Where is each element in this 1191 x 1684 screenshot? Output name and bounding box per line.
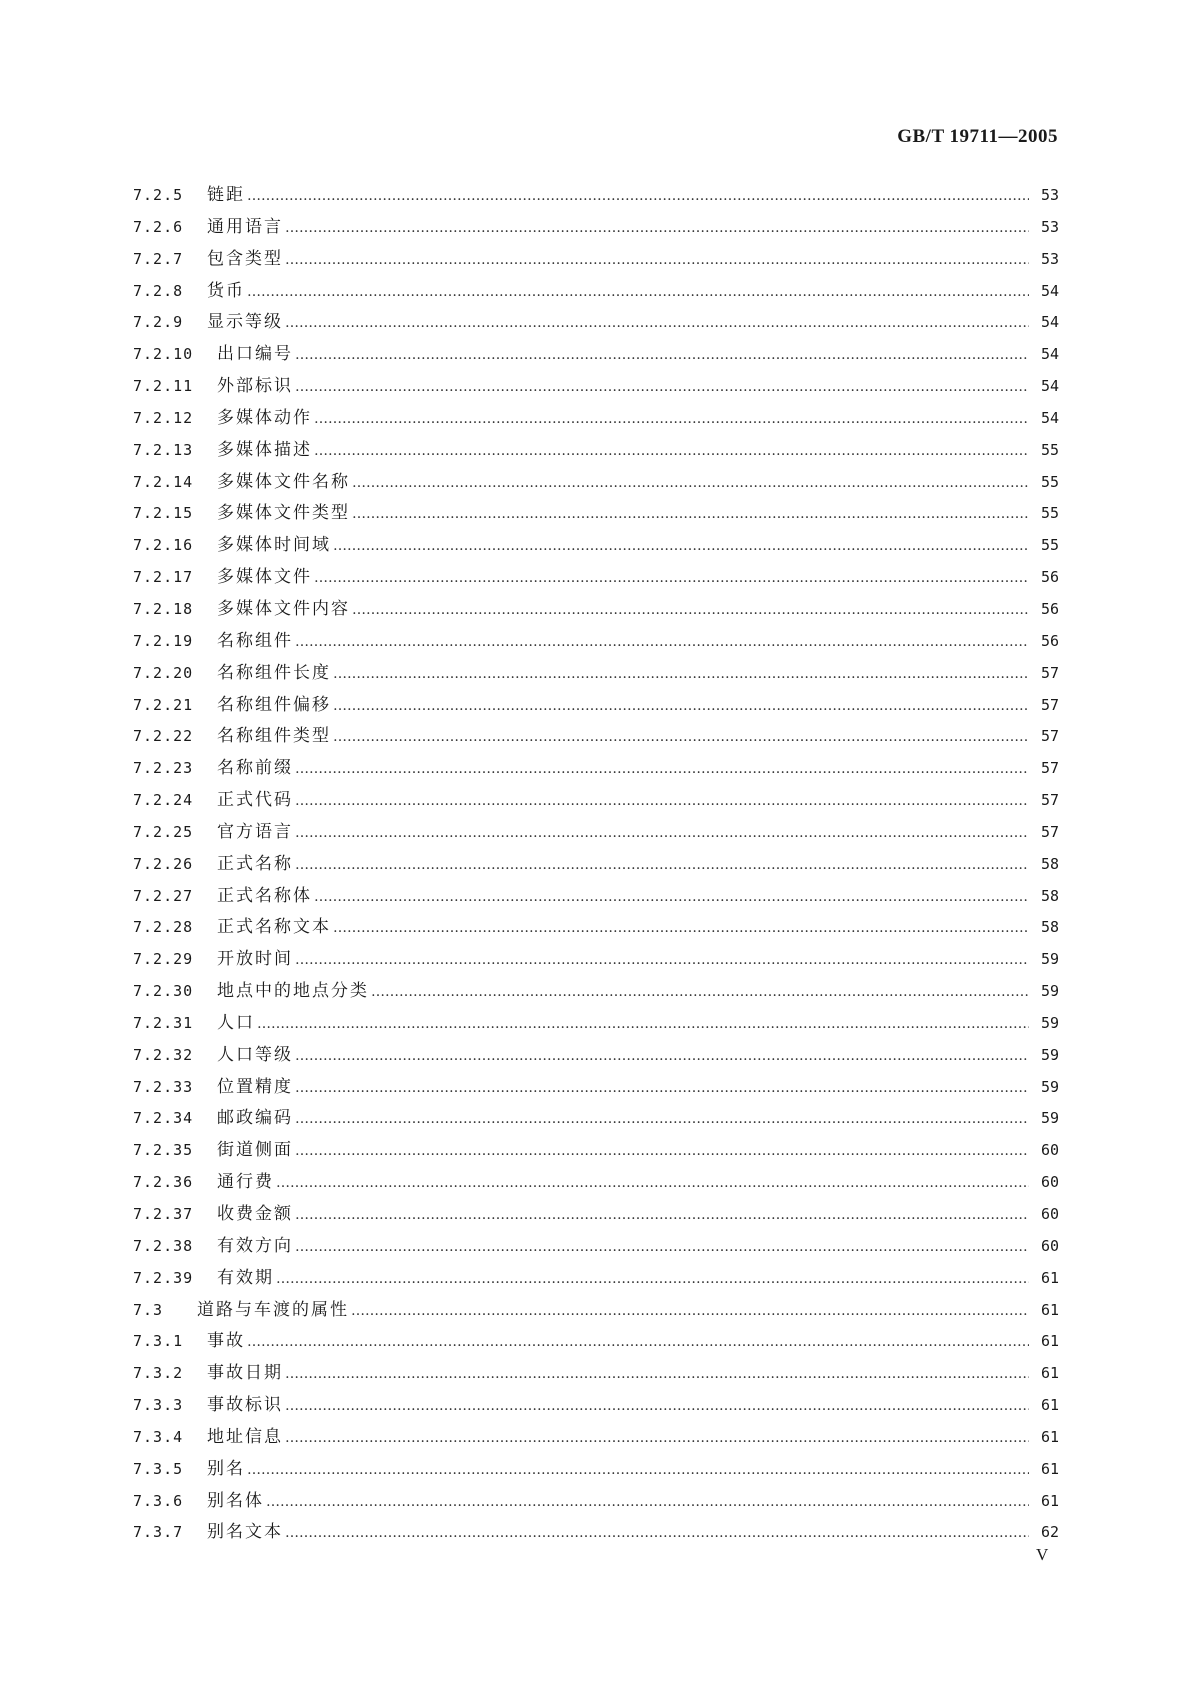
toc-entry-page: 59 bbox=[1040, 950, 1059, 969]
toc-entry-number: 7.3.2 bbox=[133, 1364, 184, 1383]
toc-entry-page: 59 bbox=[1040, 1109, 1059, 1128]
toc-dot-leader bbox=[333, 920, 1029, 936]
toc-entry[interactable] bbox=[133, 244, 1059, 276]
toc-entry-number: 7.2.12 bbox=[133, 408, 194, 427]
toc-entry-number: 7.2.25 bbox=[133, 822, 194, 841]
toc-entry-number: 7.2.29 bbox=[133, 950, 194, 969]
toc-entry-title: 地点中的地点分类 bbox=[217, 981, 369, 1002]
toc-entry-page: 61 bbox=[1040, 1332, 1059, 1351]
toc-dot-leader bbox=[333, 729, 1029, 745]
toc-entry-title: 有效期 bbox=[217, 1267, 274, 1288]
toc-entry-title: 多媒体文件类型 bbox=[217, 503, 350, 524]
toc-entry[interactable] bbox=[133, 658, 1059, 690]
toc-dot-leader bbox=[314, 443, 1029, 459]
toc-entry-page: 55 bbox=[1040, 536, 1059, 555]
toc-dot-leader bbox=[295, 952, 1029, 968]
toc-entry-page: 54 bbox=[1040, 313, 1059, 332]
toc-entry-title: 多媒体文件名称 bbox=[217, 471, 350, 492]
toc-entry-title: 邮政编码 bbox=[217, 1108, 293, 1129]
toc-dot-leader bbox=[295, 1207, 1029, 1223]
toc-entry-number: 7.2.32 bbox=[133, 1045, 194, 1064]
toc-dot-leader bbox=[266, 1494, 1029, 1510]
toc-entry[interactable] bbox=[133, 307, 1059, 339]
toc-entry-number: 7.2.38 bbox=[133, 1236, 194, 1255]
toc-entry[interactable] bbox=[133, 849, 1059, 881]
toc-entry[interactable] bbox=[133, 530, 1059, 562]
toc-dot-leader bbox=[285, 1525, 1029, 1541]
toc-entry-page: 61 bbox=[1040, 1364, 1059, 1383]
toc-entry[interactable] bbox=[133, 785, 1059, 817]
toc-entry[interactable] bbox=[133, 1454, 1059, 1486]
toc-entry[interactable] bbox=[133, 912, 1059, 944]
toc-entry-number: 7.2.15 bbox=[133, 504, 194, 523]
toc-entry-number: 7.2.20 bbox=[133, 663, 194, 682]
toc-entry-number: 7.2.26 bbox=[133, 854, 194, 873]
toc-entry-page: 61 bbox=[1040, 1491, 1059, 1510]
toc-dot-leader bbox=[247, 1334, 1029, 1350]
toc-entry-number: 7.2.24 bbox=[133, 791, 194, 810]
toc-entry-title: 地址信息 bbox=[207, 1426, 283, 1447]
toc-entry[interactable] bbox=[133, 1103, 1059, 1135]
toc-entry-title: 事故日期 bbox=[207, 1363, 283, 1384]
toc-entry-title: 名称前缀 bbox=[217, 758, 293, 779]
toc-entry-number: 7.2.16 bbox=[133, 536, 194, 555]
toc-entry[interactable] bbox=[133, 976, 1059, 1008]
toc-entry-page: 54 bbox=[1040, 345, 1059, 364]
toc-entry-page: 57 bbox=[1040, 663, 1059, 682]
toc-dot-leader bbox=[295, 634, 1029, 650]
toc-entry-page: 61 bbox=[1040, 1459, 1059, 1478]
table-of-contents bbox=[133, 180, 1059, 1549]
toc-entry[interactable] bbox=[133, 1358, 1059, 1390]
toc-entry-page: 56 bbox=[1040, 631, 1059, 650]
toc-entry[interactable] bbox=[133, 1167, 1059, 1199]
toc-entry-page: 55 bbox=[1040, 440, 1059, 459]
toc-dot-leader bbox=[295, 379, 1029, 395]
toc-dot-leader bbox=[295, 761, 1029, 777]
toc-entry-number: 7.2.8 bbox=[133, 281, 184, 300]
toc-dot-leader bbox=[352, 506, 1029, 522]
toc-entry-number: 7.2.35 bbox=[133, 1141, 194, 1160]
toc-entry-title: 名称组件长度 bbox=[217, 662, 331, 683]
toc-entry-title: 通用语言 bbox=[207, 216, 283, 237]
toc-entry-title: 事故 bbox=[207, 1331, 245, 1352]
toc-entry-number: 7.2.19 bbox=[133, 631, 194, 650]
toc-entry-page: 57 bbox=[1040, 822, 1059, 841]
toc-entry-title: 开放时间 bbox=[217, 949, 293, 970]
toc-entry-number: 7.3 bbox=[133, 1300, 164, 1319]
toc-dot-leader bbox=[352, 602, 1029, 618]
toc-entry-page: 57 bbox=[1040, 727, 1059, 746]
toc-entry-number: 7.2.9 bbox=[133, 313, 184, 332]
toc-dot-leader bbox=[295, 1048, 1029, 1064]
toc-dot-leader bbox=[285, 1398, 1029, 1414]
toc-entry-number: 7.3.1 bbox=[133, 1332, 184, 1351]
toc-entry-title: 位置精度 bbox=[217, 1076, 293, 1097]
toc-entry[interactable] bbox=[133, 339, 1059, 371]
toc-dot-leader bbox=[295, 1111, 1029, 1127]
toc-entry[interactable] bbox=[133, 1199, 1059, 1231]
toc-entry-page: 59 bbox=[1040, 982, 1059, 1001]
toc-dot-leader bbox=[276, 1175, 1029, 1191]
toc-entry[interactable] bbox=[133, 1231, 1059, 1263]
toc-entry-page: 62 bbox=[1040, 1523, 1059, 1542]
toc-dot-leader bbox=[314, 411, 1029, 427]
toc-entry-number: 7.2.18 bbox=[133, 599, 194, 618]
toc-entry[interactable] bbox=[133, 467, 1059, 499]
toc-entry-title: 事故标识 bbox=[207, 1395, 283, 1416]
toc-entry-page: 61 bbox=[1040, 1300, 1059, 1319]
toc-entry-title: 别名 bbox=[207, 1458, 245, 1479]
toc-entry-title: 显示等级 bbox=[207, 312, 283, 333]
toc-entry-page: 60 bbox=[1040, 1205, 1059, 1223]
toc-entry-page: 53 bbox=[1040, 249, 1059, 268]
toc-entry[interactable] bbox=[133, 721, 1059, 753]
toc-entry-number: 7.2.11 bbox=[133, 377, 194, 396]
toc-entry-title: 名称组件类型 bbox=[217, 726, 331, 747]
toc-entry-title: 名称组件 bbox=[217, 630, 293, 651]
toc-dot-leader bbox=[371, 984, 1029, 1000]
toc-dot-leader bbox=[285, 315, 1029, 331]
page-number-footer: V bbox=[1036, 1545, 1049, 1564]
toc-entry-title: 正式名称 bbox=[217, 853, 293, 874]
toc-entry-number: 7.3.7 bbox=[133, 1523, 184, 1542]
toc-entry[interactable] bbox=[133, 944, 1059, 976]
toc-entry-page: 55 bbox=[1040, 472, 1059, 491]
toc-entry-title: 出口编号 bbox=[217, 344, 293, 365]
toc-entry-title: 外部标识 bbox=[217, 376, 293, 397]
toc-entry[interactable] bbox=[133, 1135, 1059, 1167]
toc-dot-leader bbox=[352, 475, 1029, 491]
toc-entry-title: 收费金额 bbox=[217, 1204, 293, 1224]
toc-entry-number: 7.3.3 bbox=[133, 1396, 184, 1415]
toc-entry[interactable] bbox=[133, 1422, 1059, 1454]
toc-entry-number: 7.2.13 bbox=[133, 440, 194, 459]
toc-dot-leader bbox=[247, 1462, 1029, 1478]
toc-entry-number: 7.2.5 bbox=[133, 186, 184, 204]
toc-entry-page: 58 bbox=[1040, 854, 1059, 873]
toc-dot-leader bbox=[247, 188, 1029, 204]
toc-entry-number: 7.2.17 bbox=[133, 568, 194, 587]
toc-entry-title: 多媒体文件内容 bbox=[217, 598, 350, 619]
toc-entry-page: 61 bbox=[1040, 1396, 1059, 1415]
toc-entry-number: 7.3.5 bbox=[133, 1459, 184, 1478]
toc-dot-leader bbox=[295, 793, 1029, 809]
toc-entry-number: 7.2.34 bbox=[133, 1109, 194, 1128]
toc-entry[interactable] bbox=[133, 817, 1059, 849]
toc-dot-leader bbox=[276, 1271, 1029, 1287]
toc-entry-number: 7.2.33 bbox=[133, 1077, 194, 1096]
toc-entry-title: 别名文本 bbox=[207, 1522, 283, 1543]
toc-dot-leader bbox=[295, 1080, 1029, 1096]
toc-entry-title: 多媒体时间域 bbox=[217, 535, 331, 556]
toc-entry-title: 通行费 bbox=[217, 1172, 274, 1193]
toc-entry-title: 正式代码 bbox=[217, 790, 293, 811]
toc-entry-page: 56 bbox=[1040, 568, 1059, 587]
toc-entry-title: 链距 bbox=[207, 185, 245, 205]
toc-entry-page: 54 bbox=[1040, 408, 1059, 427]
toc-entry-page: 57 bbox=[1040, 759, 1059, 778]
toc-entry-title: 多媒体文件 bbox=[217, 567, 312, 588]
toc-entry-title: 人口等级 bbox=[217, 1044, 293, 1065]
toc-entry-page: 57 bbox=[1040, 695, 1059, 714]
toc-entry-number: 7.3.4 bbox=[133, 1427, 184, 1446]
toc-entry[interactable] bbox=[133, 1390, 1059, 1422]
toc-entry-title: 道路与车渡的属性 bbox=[197, 1299, 349, 1320]
toc-entry-title: 包含类型 bbox=[207, 248, 283, 269]
toc-entry-title: 多媒体动作 bbox=[217, 407, 312, 428]
toc-entry[interactable] bbox=[133, 753, 1059, 785]
toc-entry-title: 人口 bbox=[217, 1012, 255, 1033]
toc-entry-number: 7.2.7 bbox=[133, 249, 184, 268]
toc-entry[interactable] bbox=[133, 180, 1059, 212]
toc-entry-page: 58 bbox=[1040, 886, 1059, 905]
toc-entry-number: 7.2.21 bbox=[133, 695, 194, 714]
toc-entry-title: 货币 bbox=[207, 280, 245, 301]
toc-entry-page: 53 bbox=[1040, 217, 1059, 236]
toc-dot-leader bbox=[333, 538, 1029, 554]
toc-dot-leader bbox=[285, 252, 1029, 268]
toc-entry[interactable] bbox=[133, 562, 1059, 594]
toc-entry-number: 7.2.14 bbox=[133, 472, 194, 491]
toc-dot-leader bbox=[333, 666, 1029, 682]
toc-dot-leader bbox=[295, 857, 1029, 873]
toc-entry[interactable] bbox=[133, 1486, 1059, 1518]
toc-entry[interactable] bbox=[133, 690, 1059, 722]
toc-entry-page: 60 bbox=[1040, 1141, 1059, 1160]
toc-entry-title: 别名体 bbox=[207, 1490, 264, 1511]
toc-entry[interactable] bbox=[133, 594, 1059, 626]
toc-dot-leader bbox=[285, 1430, 1029, 1446]
toc-entry-number: 7.2.31 bbox=[133, 1013, 194, 1032]
toc-entry-page: 59 bbox=[1040, 1013, 1059, 1032]
toc-entry[interactable] bbox=[133, 1295, 1059, 1327]
toc-dot-leader bbox=[295, 1239, 1029, 1255]
toc-entry-page: 60 bbox=[1040, 1236, 1059, 1255]
toc-entry-page: 60 bbox=[1040, 1173, 1059, 1192]
toc-entry-title: 多媒体描述 bbox=[217, 439, 312, 460]
toc-entry[interactable] bbox=[133, 403, 1059, 435]
toc-entry[interactable] bbox=[133, 1263, 1059, 1295]
toc-entry[interactable] bbox=[133, 1326, 1059, 1358]
toc-entry[interactable] bbox=[133, 1072, 1059, 1104]
toc-entry-number: 7.2.37 bbox=[133, 1205, 194, 1223]
toc-entry-number: 7.2.36 bbox=[133, 1173, 194, 1192]
toc-entry-title: 正式名称体 bbox=[217, 885, 312, 906]
toc-entry[interactable] bbox=[133, 276, 1059, 308]
toc-entry-number: 7.2.10 bbox=[133, 345, 194, 364]
toc-entry-page: 55 bbox=[1040, 504, 1059, 523]
toc-dot-leader bbox=[314, 889, 1029, 905]
toc-entry[interactable] bbox=[133, 1008, 1059, 1040]
toc-entry[interactable] bbox=[133, 881, 1059, 913]
toc-entry-number: 7.2.30 bbox=[133, 982, 194, 1001]
toc-entry-title: 正式名称文本 bbox=[217, 917, 331, 938]
toc-entry-page: 53 bbox=[1040, 186, 1059, 204]
toc-entry-number: 7.2.39 bbox=[133, 1268, 194, 1287]
toc-dot-leader bbox=[295, 825, 1029, 841]
toc-entry[interactable] bbox=[133, 435, 1059, 467]
toc-entry-page: 59 bbox=[1040, 1045, 1059, 1064]
toc-dot-leader bbox=[295, 1143, 1029, 1159]
toc-entry-page: 59 bbox=[1040, 1077, 1059, 1096]
toc-dot-leader bbox=[333, 698, 1029, 714]
toc-entry[interactable] bbox=[133, 626, 1059, 658]
toc-entry-page: 61 bbox=[1040, 1268, 1059, 1287]
toc-entry[interactable] bbox=[133, 371, 1059, 403]
toc-dot-leader bbox=[285, 220, 1029, 236]
toc-dot-leader bbox=[257, 1016, 1029, 1032]
toc-entry[interactable] bbox=[133, 1040, 1059, 1072]
toc-dot-leader bbox=[314, 570, 1029, 586]
toc-dot-leader bbox=[285, 1366, 1029, 1382]
toc-entry-title: 官方语言 bbox=[217, 821, 293, 842]
toc-entry-page: 54 bbox=[1040, 281, 1059, 300]
toc-entry-number: 7.2.27 bbox=[133, 886, 194, 905]
toc-entry-page: 58 bbox=[1040, 918, 1059, 937]
toc-dot-leader bbox=[247, 284, 1029, 300]
standard-number-header: GB/T 19711—2005 bbox=[897, 126, 1058, 147]
toc-entry[interactable] bbox=[133, 1517, 1059, 1549]
toc-entry-page: 54 bbox=[1040, 377, 1059, 396]
toc-entry-number: 7.2.23 bbox=[133, 759, 194, 778]
toc-dot-leader bbox=[295, 347, 1029, 363]
toc-dot-leader bbox=[351, 1303, 1029, 1319]
toc-entry-number: 7.2.22 bbox=[133, 727, 194, 746]
toc-entry-title: 街道侧面 bbox=[217, 1140, 293, 1161]
toc-entry-number: 7.3.6 bbox=[133, 1491, 184, 1510]
toc-entry-page: 61 bbox=[1040, 1427, 1059, 1446]
toc-entry-number: 7.2.6 bbox=[133, 217, 184, 236]
toc-entry-page: 57 bbox=[1040, 791, 1059, 810]
toc-entry-page: 56 bbox=[1040, 599, 1059, 618]
toc-entry[interactable] bbox=[133, 498, 1059, 530]
toc-entry-title: 名称组件偏移 bbox=[217, 694, 331, 715]
toc-entry-title: 有效方向 bbox=[217, 1235, 293, 1256]
toc-entry[interactable] bbox=[133, 212, 1059, 244]
toc-entry-number: 7.2.28 bbox=[133, 918, 194, 937]
